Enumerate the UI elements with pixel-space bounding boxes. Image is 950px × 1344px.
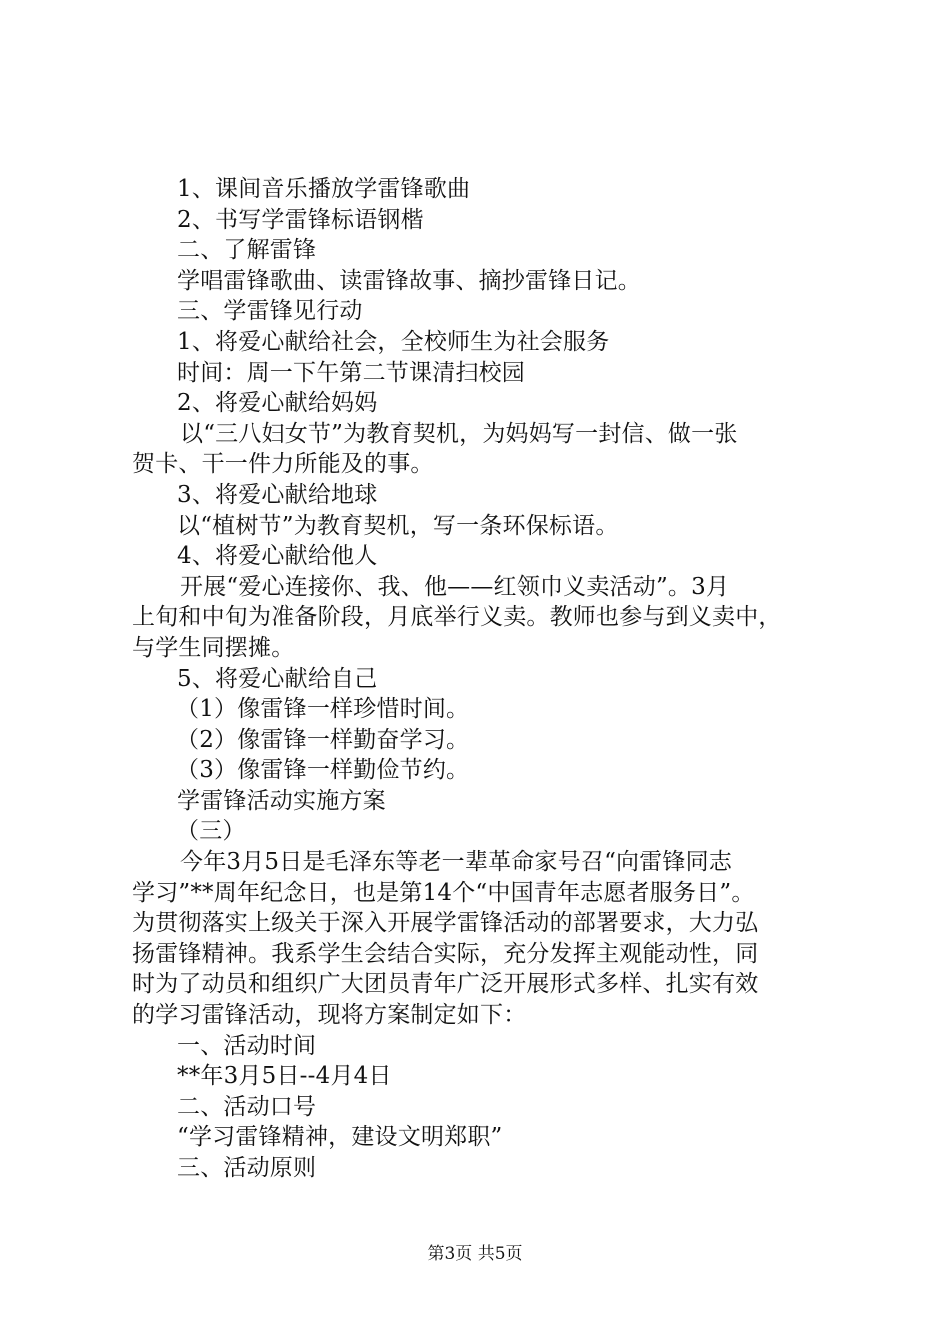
paragraph-line: 上旬和中旬为准备阶段，月底举行义卖。教师也参与到义卖中，: [132, 604, 782, 631]
text-line: 以“植树节”为教育契机，写一条环保标语。: [177, 512, 619, 539]
section-number: （三）: [176, 818, 246, 845]
page-footer: 第3页 共5页: [427, 1244, 523, 1264]
list-item: （1）像雷锋一样珍惜时间。: [176, 696, 470, 723]
section-heading: 二、了解雷锋: [177, 237, 317, 264]
text-line: 学唱雷锋歌曲、读雷锋故事、摘抄雷锋日记。: [177, 267, 641, 294]
text-line: 4、将爱心献给他人: [177, 543, 378, 570]
section-heading: 一、活动时间: [177, 1032, 317, 1059]
paragraph-line: 与学生同摆摊。: [132, 634, 295, 661]
paragraph-line: 为贯彻落实上级关于深入开展学雷锋活动的部署要求，大力弘: [132, 910, 759, 937]
paragraph-line: 时为了动员和组织广大团员青年广泛开展形式多样、扎实有效: [132, 971, 759, 998]
text-line: 1、课间音乐播放学雷锋歌曲: [177, 176, 471, 202]
text-line: 时间：周一下午第二节课清扫校园: [177, 359, 525, 386]
paragraph-line: 学习”**周年纪念日，也是第14个“中国青年志愿者服务日”。: [132, 879, 755, 906]
text-line: 2、书写学雷锋标语钢楷: [177, 206, 424, 233]
paragraph-first-line: 今年3月5日是毛泽东等老一辈革命家号召“向雷锋同志: [180, 849, 733, 876]
section-title: 学雷锋活动实施方案: [177, 787, 386, 814]
text-line: 3、将爱心献给地球: [177, 481, 378, 508]
text-line: 5、将爱心献给自己: [177, 665, 378, 692]
section-heading: 三、学雷锋见行动: [177, 298, 363, 325]
paragraph-line: 贺卡、干一件力所能及的事。: [132, 451, 434, 478]
document-body: [132, 174, 832, 1184]
section-heading: 三、活动原则: [177, 1155, 317, 1181]
text-line: 1、将爱心献给社会，全校师生为社会服务: [177, 328, 610, 355]
paragraph-first-line: 开展“爱心连接你、我、他——红领巾义卖活动”。3月: [180, 573, 730, 600]
text-line: 2、将爱心献给妈妈: [177, 390, 378, 417]
list-item: （2）像雷锋一样勤奋学习。: [176, 726, 470, 753]
paragraph-first-line: 以“三八妇女节”为教育契机，为妈妈写一封信、做一张: [180, 420, 738, 447]
paragraph-line: 扬雷锋精神。我系学生会结合实际，充分发挥主观能动性，同: [132, 940, 759, 967]
paragraph-line: 的学习雷锋活动，现将方案制定如下：: [132, 1002, 527, 1029]
list-item: （3）像雷锋一样勤俭节约。: [176, 757, 470, 784]
text-line: “学习雷锋精神，建设文明郑职”: [177, 1124, 503, 1151]
text-line: **年3月5日--4月4日: [177, 1063, 392, 1090]
section-heading: 二、活动口号: [177, 1093, 317, 1120]
